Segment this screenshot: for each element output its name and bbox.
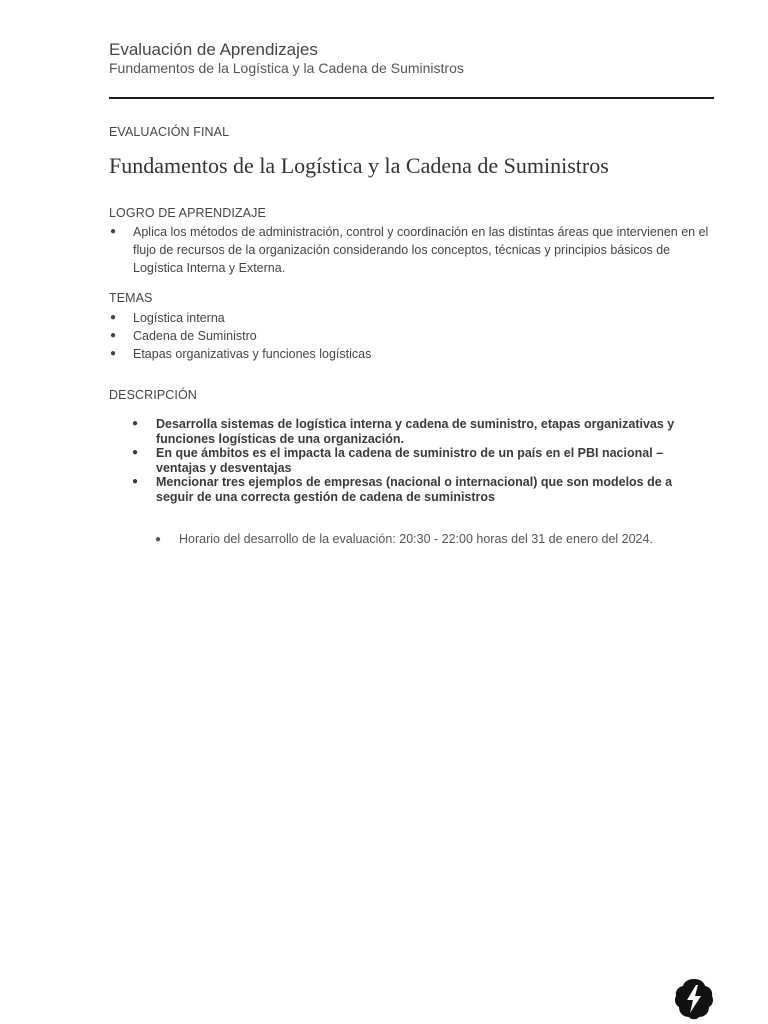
bullet-icon: ● xyxy=(132,418,139,429)
logro-text: Aplica los métodos de administración, control y coordinación en las distintas áreas que intervienen en el flujo de recursos de la organización considerando los conceptos, técnicas y principios básicos de Logística Interna y Externa. xyxy=(133,225,709,275)
bullet-icon: ● xyxy=(110,330,117,341)
list-item xyxy=(132,446,692,475)
tema-text: Cadena de Suministro xyxy=(133,329,257,343)
descripcion-text: Desarrolla sistemas de logística interna y cadena de suministro, etapas organizativas y funciones logísticas de una organización. xyxy=(156,417,675,446)
tema-text: Etapas organizativas y funciones logísticas xyxy=(133,347,372,361)
logro-label: LOGRO DE APRENDIZAJE xyxy=(109,206,266,220)
tema-text: Logística interna xyxy=(133,311,225,325)
descripcion-list xyxy=(132,417,692,504)
header-subtitle: Fundamentos de la Logística y la Cadena de Suministros xyxy=(109,60,464,76)
descripcion-text: Mencionar tres ejemplos de empresas (nacional o internacional) que son modelos de a seguir de una correcta gestión de cadena de suministros xyxy=(156,475,673,504)
temas-list xyxy=(109,309,714,363)
list-item xyxy=(109,345,714,363)
list-item xyxy=(109,309,714,327)
bullet-icon: ● xyxy=(155,534,162,545)
bullet-icon: ● xyxy=(132,476,139,487)
bullet-icon: ● xyxy=(110,348,117,359)
list-item xyxy=(109,327,714,345)
list-item xyxy=(132,475,692,504)
bullet-icon: ● xyxy=(110,226,117,237)
bullet-icon: ● xyxy=(110,312,117,323)
page-title: Fundamentos de la Logística y la Cadena de Suministros xyxy=(109,153,609,178)
logro-list xyxy=(109,223,714,277)
list-item xyxy=(132,417,692,446)
bullet-icon: ● xyxy=(132,447,139,458)
evaluation-label: EVALUACIÓN FINAL xyxy=(109,125,230,139)
descripcion-label: DESCRIPCIÓN xyxy=(109,388,197,402)
header-divider xyxy=(109,97,714,99)
schedule-text: Horario del desarrollo de la evaluación: 20:30 - 22:00 horas del 31 de enero del 2024. xyxy=(179,532,653,546)
schedule-item xyxy=(155,531,739,548)
list-item xyxy=(109,223,714,277)
descripcion-text: En que ámbitos es el impacta la cadena de suministro de un país en el PBI nacional – ventajas y desventajas xyxy=(156,446,664,475)
header-block xyxy=(109,40,714,77)
temas-label: TEMAS xyxy=(109,291,153,305)
header-title: Evaluación de Aprendizajes xyxy=(109,40,318,59)
brain-bolt-icon xyxy=(674,977,714,1021)
